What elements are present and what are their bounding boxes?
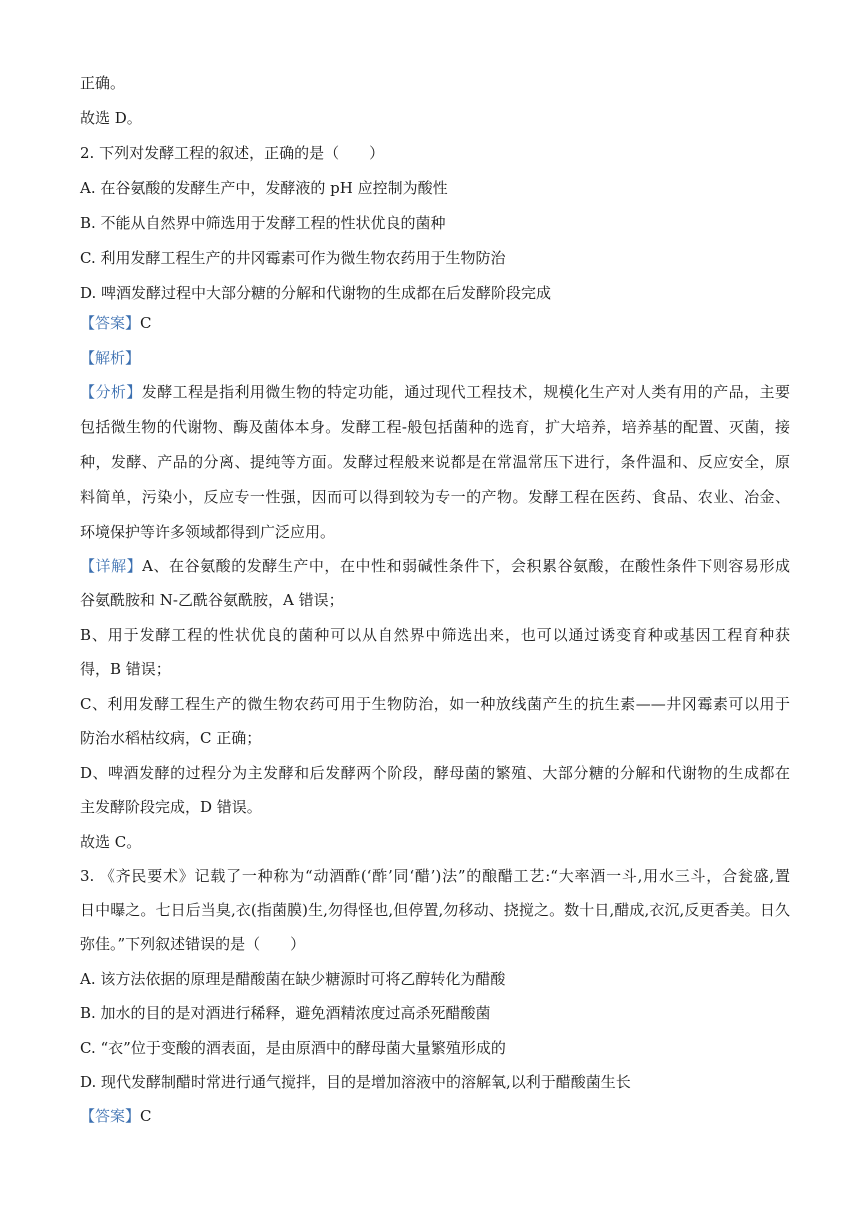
option-d: D. 啤酒发酵过程中大部分糖的分解和代谢物的生成都在后发酵阶段完成	[80, 284, 552, 302]
question-stem: 3. 《齐民要术》记载了一种称为“动酒酢(‘酢’同‘醋’)法”的酿醋工艺:“大率酒一斗,用水三斗，合瓮盛,置	[80, 867, 790, 885]
option-b: B. 不能从自然界中筛选用于发酵工程的性状优良的菌种	[80, 214, 446, 232]
analysis-sub-tag: 【分析】	[80, 383, 142, 401]
paragraph-line: 防治水稻枯纹病，C 正确；	[80, 729, 262, 747]
answer-tag: 【答案】	[80, 314, 141, 332]
paragraph-line: 环境保护等许多领域都得到广泛应用。	[80, 523, 336, 541]
paragraph-line: 种，发酵、产品的分离、提纯等方面。发酵过程般来说都是在常温常压下进行，条件温和、反应安全，原	[80, 453, 790, 471]
text-line: 故选 D。	[80, 109, 142, 127]
answer-value: C	[140, 1107, 152, 1125]
detail-tag: 【详解】	[80, 557, 143, 575]
question-stem: 2. 下列对发酵工程的叙述，正确的是（ ）	[80, 144, 385, 162]
option-a: A. 在谷氨酸的发酵生产中，发酵液的 pH 应控制为酸性	[80, 179, 448, 197]
paragraph-line: 【分析】发酵工程是指利用微生物的特定功能，通过现代工程技术，规模化生产对人类有用的产品，主要	[80, 383, 790, 401]
option-a: A. 该方法依据的原理是醋酸菌在缺少糖源时可将乙醇转化为醋酸	[80, 970, 506, 988]
option-c: C. “衣”位于变酸的酒表面，是由原酒中的酵母菌大量繁殖形成的	[80, 1039, 506, 1057]
paragraph-line: 谷氨酰胺和 N-乙酰谷氨酰胺，A 错误；	[80, 591, 344, 609]
paragraph-line: B、用于发酵工程的性状优良的菌种可以从自然界中筛选出来，也可以通过诱变育种或基因工程育种获	[80, 626, 790, 644]
paragraph-line: 主发酵阶段完成，D 错误。	[80, 798, 262, 816]
question-stem: 弥佳。”下列叙述错误的是（ ）	[80, 935, 306, 953]
paragraph-line: 得，B 错误；	[80, 660, 171, 678]
text-line: 正确。	[80, 74, 126, 92]
answer-value: C	[140, 314, 152, 332]
option-c: C. 利用发酵工程生产的井冈霉素可作为微生物农药用于生物防治	[80, 249, 506, 267]
paragraph-line: 料简单，污染小，反应专一性强，因而可以得到较为专一的产物。发酵工程在医药、食品、农业、冶金、	[80, 488, 790, 506]
option-d: D. 现代发酵制醋时常进行通气搅拌，目的是增加溶液中的溶解氧,以利于醋酸菌生长	[80, 1073, 631, 1091]
paragraph-line: 故选 C。	[80, 833, 142, 851]
analysis-heading	[80, 348, 790, 368]
analysis-tag: 【解析】	[80, 349, 141, 367]
question-stem: 日中曝之。七日后当臭,衣(指菌膜)生,勿得怪也,但停置,勿移动、挠搅之。数十日,醋成,衣沉,反更香美。日久	[80, 901, 790, 919]
paragraph-line: C、利用发酵工程生产的微生物农药可用于生物防治，如一种放线菌产生的抗生素——井冈霉素可以用于	[80, 695, 790, 713]
paragraph-line: D、啤酒发酵的过程分为主发酵和后发酵两个阶段，酵母菌的繁殖、大部分糖的分解和代谢物的生成都在	[80, 764, 790, 782]
answer-tag: 【答案】	[80, 1107, 141, 1125]
option-b: B. 加水的目的是对酒进行稀释，避免酒精浓度过高杀死醋酸菌	[80, 1004, 491, 1022]
paragraph-line: 【详解】A、在谷氨酸的发酵生产中，在中性和弱碱性条件下，会积累谷氨酸，在酸性条件下则容易形成	[80, 557, 790, 575]
answer-line	[80, 313, 790, 333]
answer-line	[80, 1106, 790, 1126]
paragraph-line: 包括微生物的代谢物、酶及菌体本身。发酵工程-般包括菌种的选育，扩大培养，培养基的配置、灭菌，接	[80, 418, 790, 436]
